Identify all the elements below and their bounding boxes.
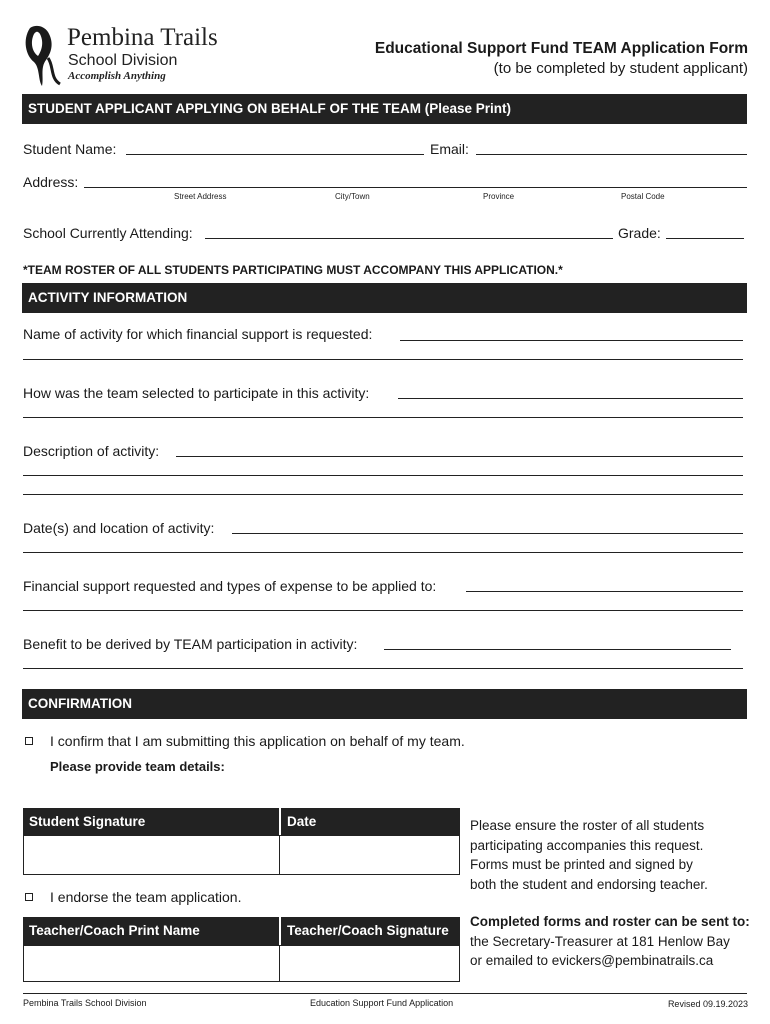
benefit-field-2[interactable] bbox=[23, 668, 743, 669]
benefit-label: Benefit to be derived by TEAM participation in activity: bbox=[23, 636, 358, 652]
confirm-text: I confirm that I am submitting this application on behalf of my team. bbox=[50, 733, 465, 749]
send-line-2: the Secretary-Treasurer at 181 Henlow Bay bbox=[470, 933, 730, 949]
team-selection-field-2[interactable] bbox=[23, 417, 743, 418]
school-field[interactable] bbox=[205, 238, 613, 239]
endorse-checkbox[interactable] bbox=[25, 893, 33, 901]
email-label: Email: bbox=[430, 141, 469, 157]
grade-field[interactable] bbox=[666, 238, 744, 239]
endorse-text: I endorse the team application. bbox=[50, 889, 242, 905]
confirm-checkbox[interactable] bbox=[25, 737, 33, 745]
confirmation-section-header: CONFIRMATION bbox=[22, 689, 747, 719]
city-caption: City/Town bbox=[335, 192, 370, 201]
note-line-2: participating accompanies this request. bbox=[470, 837, 704, 853]
grade-label: Grade: bbox=[618, 225, 661, 241]
footer-divider bbox=[23, 993, 747, 994]
province-caption: Province bbox=[483, 192, 515, 201]
footer-left: Pembina Trails School Division bbox=[23, 998, 147, 1008]
dates-location-label: Date(s) and location of activity: bbox=[23, 520, 215, 536]
pembina-trails-logo-icon bbox=[20, 22, 64, 88]
student-signature-box[interactable] bbox=[23, 835, 280, 875]
school-label: School Currently Attending: bbox=[23, 225, 193, 241]
logo-tagline: Accomplish Anything bbox=[68, 70, 166, 82]
page-subtitle: (to be completed by student applicant) bbox=[493, 60, 748, 77]
note-line-3: Forms must be printed and signed by bbox=[470, 857, 693, 872]
provide-details-label: Please provide team details: bbox=[50, 759, 225, 774]
dates-location-field-2[interactable] bbox=[23, 552, 743, 553]
description-label: Description of activity: bbox=[23, 443, 160, 459]
roster-note: *TEAM ROSTER OF ALL STUDENTS PARTICIPATING MUST ACCOMPANY THIS APPLICATION.* bbox=[23, 263, 563, 277]
postal-code-caption: Postal Code bbox=[621, 192, 665, 201]
logo-sub: School Division bbox=[68, 52, 178, 69]
teacher-name-header: Teacher/Coach Print Name bbox=[23, 917, 279, 945]
description-field[interactable] bbox=[176, 456, 743, 457]
send-line-3: or emailed to evickers@pembinatrails.ca bbox=[470, 953, 714, 968]
student-name-field[interactable] bbox=[126, 154, 424, 155]
address-label: Address: bbox=[23, 174, 79, 190]
instructions-note bbox=[470, 816, 760, 894]
footer-center: Education Support Fund Application bbox=[310, 998, 454, 1008]
email-field[interactable] bbox=[476, 154, 747, 155]
teacher-name-box[interactable] bbox=[23, 945, 280, 982]
note-line-4: both the student and endorsing teacher. bbox=[470, 876, 708, 892]
activity-name-field[interactable] bbox=[400, 340, 743, 341]
activity-name-label: Name of activity for which financial support is requested: bbox=[23, 326, 373, 342]
logo-name: Pembina Trails bbox=[67, 24, 218, 51]
applicant-section-header: STUDENT APPLICANT APPLYING ON BEHALF OF THE TEAM (Please Print) bbox=[22, 94, 747, 124]
send-heading: Completed forms and roster can be sent to: bbox=[470, 914, 750, 929]
footer-right: Revised 09.19.2023 bbox=[667, 999, 748, 1009]
benefit-field[interactable] bbox=[384, 649, 731, 650]
logo bbox=[20, 22, 240, 92]
dates-location-field[interactable] bbox=[232, 533, 743, 534]
team-selection-label: How was the team selected to participate in this activity: bbox=[23, 385, 370, 401]
activity-section-header: ACTIVITY INFORMATION bbox=[22, 283, 747, 313]
date-box[interactable] bbox=[279, 835, 460, 875]
description-field-2[interactable] bbox=[23, 475, 743, 476]
address-field[interactable] bbox=[84, 187, 747, 188]
submission-note bbox=[470, 912, 765, 971]
financial-support-field-2[interactable] bbox=[23, 610, 743, 611]
student-signature-header: Student Signature bbox=[23, 808, 279, 835]
financial-support-label: Financial support requested and types of expense to be applied to: bbox=[23, 578, 437, 594]
team-selection-field[interactable] bbox=[398, 398, 743, 399]
page-title: Educational Support Fund TEAM Application Form bbox=[374, 40, 748, 57]
student-name-label: Student Name: bbox=[23, 141, 117, 157]
description-field-3[interactable] bbox=[23, 494, 743, 495]
financial-support-field[interactable] bbox=[466, 591, 743, 592]
teacher-signature-header: Teacher/Coach Signature bbox=[281, 917, 460, 945]
date-header: Date bbox=[281, 808, 460, 835]
note-line-1: Please ensure the roster of all students bbox=[470, 818, 705, 833]
teacher-signature-box[interactable] bbox=[279, 945, 460, 982]
activity-name-field-2[interactable] bbox=[23, 359, 743, 360]
street-address-caption: Street Address bbox=[174, 192, 227, 201]
